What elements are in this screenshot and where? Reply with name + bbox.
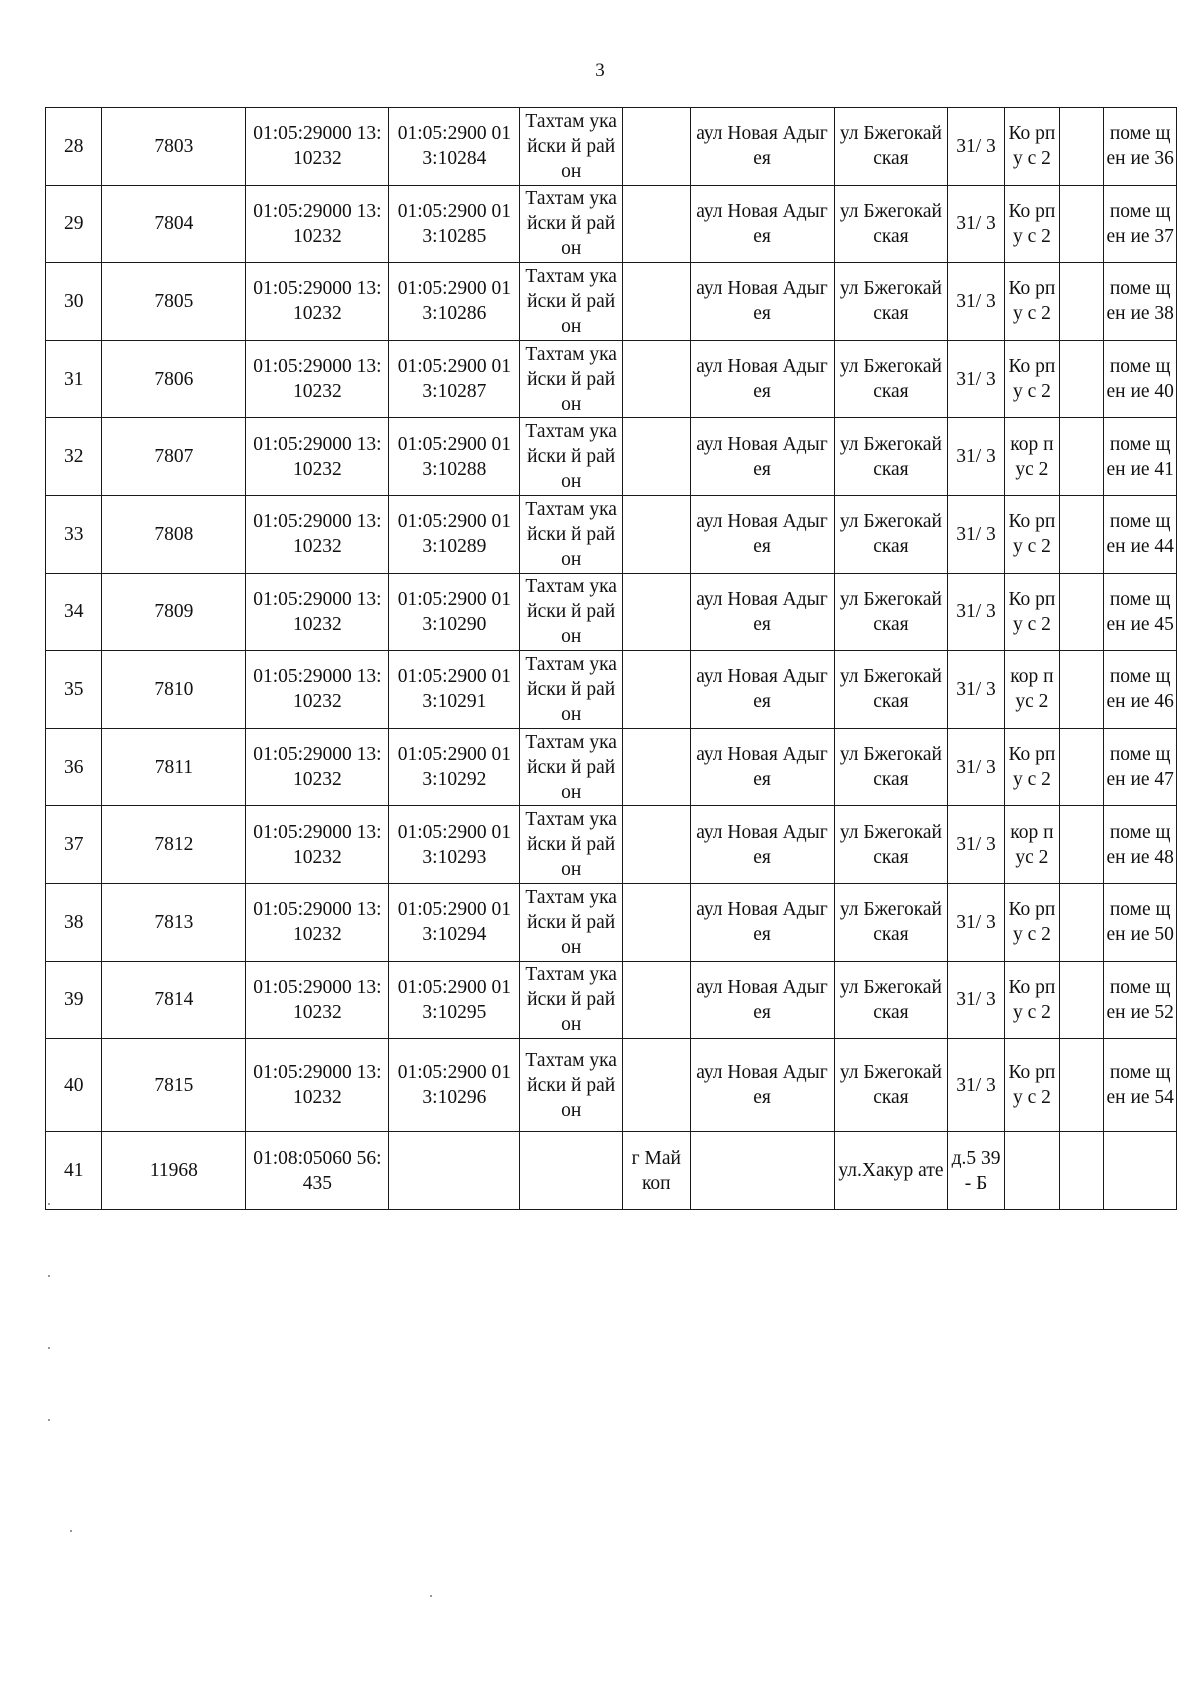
record-id-cell: 7804 — [102, 185, 246, 263]
cadastral-number-cell: 01:05:2900 013:10287 — [389, 340, 520, 418]
district-cell: Тахтам укайски й район — [520, 263, 623, 341]
flat-cell — [1060, 651, 1104, 729]
parcel-number-cell: 01:05:29000 13:10232 — [246, 185, 389, 263]
scan-speck — [48, 1419, 50, 1421]
cadastral-number-cell: 01:05:2900 013:10295 — [389, 961, 520, 1039]
locality-cell: аул Новая Адыгея — [690, 883, 834, 961]
parcel-number-cell: 01:05:29000 13:10232 — [246, 728, 389, 806]
house-cell: 31/ 3 — [948, 883, 1004, 961]
table-row — [46, 883, 1177, 961]
scan-speck — [48, 1347, 50, 1349]
table-row — [46, 728, 1177, 806]
cadastral-number-cell: 01:05:2900 013:10291 — [389, 651, 520, 729]
table-row — [46, 418, 1177, 496]
record-id-cell: 7808 — [102, 495, 246, 573]
record-id-cell: 7806 — [102, 340, 246, 418]
table-row — [46, 651, 1177, 729]
room-cell: поме щен ие 37 — [1104, 185, 1177, 263]
locality-cell: аул Новая Адыгея — [690, 185, 834, 263]
cadastral-number-cell: 01:05:2900 013:10288 — [389, 418, 520, 496]
record-id-cell: 7803 — [102, 108, 246, 186]
building-cell: кор пус 2 — [1004, 418, 1059, 496]
city-cell — [623, 728, 690, 806]
parcel-number-cell: 01:05:29000 13:10232 — [246, 495, 389, 573]
locality-cell: аул Новая Адыгея — [690, 573, 834, 651]
flat-cell — [1060, 418, 1104, 496]
room-cell: поме щен ие 45 — [1104, 573, 1177, 651]
city-cell — [623, 651, 690, 729]
flat-cell — [1060, 185, 1104, 263]
cadastral-number-cell: 01:05:2900 013:10292 — [389, 728, 520, 806]
record-id-cell: 7810 — [102, 651, 246, 729]
house-cell: 31/ 3 — [948, 495, 1004, 573]
district-cell: Тахтам укайски й район — [520, 108, 623, 186]
locality-cell: аул Новая Адыгея — [690, 495, 834, 573]
building-cell: Ко рпу с 2 — [1004, 883, 1059, 961]
street-cell: ул Бжегокай ская — [834, 883, 948, 961]
parcel-number-cell: 01:05:29000 13:10232 — [246, 263, 389, 341]
locality-cell: аул Новая Адыгея — [690, 1039, 834, 1132]
district-cell: Тахтам укайски й район — [520, 185, 623, 263]
district-cell: Тахтам укайски й район — [520, 651, 623, 729]
room-cell: поме щен ие 50 — [1104, 883, 1177, 961]
table-row — [46, 961, 1177, 1039]
flat-cell — [1060, 1132, 1104, 1210]
flat-cell — [1060, 340, 1104, 418]
locality-cell: аул Новая Адыгея — [690, 961, 834, 1039]
house-cell: 31/ 3 — [948, 573, 1004, 651]
building-cell: Ко рпу с 2 — [1004, 185, 1059, 263]
street-cell: ул Бжегокай ская — [834, 185, 948, 263]
parcel-number-cell: 01:05:29000 13:10232 — [246, 108, 389, 186]
row-number-cell: 41 — [46, 1132, 102, 1210]
table-row — [46, 108, 1177, 186]
street-cell: ул.Хакур ате — [834, 1132, 948, 1210]
house-cell: д.5 39- Б — [948, 1132, 1004, 1210]
row-number-cell: 35 — [46, 651, 102, 729]
room-cell: поме щен ие 44 — [1104, 495, 1177, 573]
building-cell: Ко рпу с 2 — [1004, 1039, 1059, 1132]
cadastral-number-cell: 01:05:2900 013:10284 — [389, 108, 520, 186]
locality-cell — [690, 1132, 834, 1210]
city-cell — [623, 883, 690, 961]
table-row — [46, 263, 1177, 341]
street-cell: ул Бжегокай ская — [834, 806, 948, 884]
row-number-cell: 32 — [46, 418, 102, 496]
house-cell: 31/ 3 — [948, 961, 1004, 1039]
row-number-cell: 36 — [46, 728, 102, 806]
room-cell: поме щен ие 41 — [1104, 418, 1177, 496]
house-cell: 31/ 3 — [948, 1039, 1004, 1132]
row-number-cell: 40 — [46, 1039, 102, 1132]
street-cell: ул Бжегокай ская — [834, 495, 948, 573]
cadastral-number-cell: 01:05:2900 013:10286 — [389, 263, 520, 341]
cadastral-number-cell — [389, 1132, 520, 1210]
parcel-number-cell: 01:05:29000 13:10232 — [246, 806, 389, 884]
locality-cell: аул Новая Адыгея — [690, 263, 834, 341]
street-cell: ул Бжегокай ская — [834, 573, 948, 651]
street-cell: ул Бжегокай ская — [834, 728, 948, 806]
cadastral-number-cell: 01:05:2900 013:10285 — [389, 185, 520, 263]
row-number-cell: 39 — [46, 961, 102, 1039]
building-cell: Ко рпу с 2 — [1004, 108, 1059, 186]
record-id-cell: 7811 — [102, 728, 246, 806]
table-row — [46, 1039, 1177, 1132]
city-cell — [623, 418, 690, 496]
row-number-cell: 30 — [46, 263, 102, 341]
scan-speck — [70, 1530, 72, 1532]
property-table — [45, 107, 1177, 1210]
street-cell: ул Бжегокай ская — [834, 340, 948, 418]
parcel-number-cell: 01:05:29000 13:10232 — [246, 340, 389, 418]
room-cell: поме щен ие 54 — [1104, 1039, 1177, 1132]
house-cell: 31/ 3 — [948, 651, 1004, 729]
city-cell: г Май коп — [623, 1132, 690, 1210]
table-row — [46, 495, 1177, 573]
row-number-cell: 33 — [46, 495, 102, 573]
city-cell — [623, 961, 690, 1039]
locality-cell: аул Новая Адыгея — [690, 108, 834, 186]
record-id-cell: 11968 — [102, 1132, 246, 1210]
record-id-cell: 7809 — [102, 573, 246, 651]
district-cell: Тахтам укайски й район — [520, 573, 623, 651]
parcel-number-cell: 01:05:29000 13:10232 — [246, 573, 389, 651]
building-cell: кор пус 2 — [1004, 806, 1059, 884]
scan-speck — [48, 1275, 50, 1277]
flat-cell — [1060, 495, 1104, 573]
street-cell: ул Бжегокай ская — [834, 961, 948, 1039]
district-cell: Тахтам укайски й район — [520, 883, 623, 961]
city-cell — [623, 573, 690, 651]
scan-speck — [48, 1203, 50, 1205]
building-cell: кор пус 2 — [1004, 651, 1059, 729]
district-cell: Тахтам укайски й район — [520, 806, 623, 884]
room-cell: поме щен ие 52 — [1104, 961, 1177, 1039]
row-number-cell: 29 — [46, 185, 102, 263]
record-id-cell: 7813 — [102, 883, 246, 961]
building-cell: Ко рпу с 2 — [1004, 573, 1059, 651]
cadastral-number-cell: 01:05:2900 013:10289 — [389, 495, 520, 573]
flat-cell — [1060, 806, 1104, 884]
record-id-cell: 7805 — [102, 263, 246, 341]
table-row — [46, 185, 1177, 263]
cadastral-number-cell: 01:05:2900 013:10293 — [389, 806, 520, 884]
parcel-number-cell: 01:05:29000 13:10232 — [246, 961, 389, 1039]
city-cell — [623, 806, 690, 884]
record-id-cell: 7807 — [102, 418, 246, 496]
cadastral-number-cell: 01:05:2900 013:10296 — [389, 1039, 520, 1132]
room-cell — [1104, 1132, 1177, 1210]
district-cell: Тахтам укайски й район — [520, 495, 623, 573]
house-cell: 31/ 3 — [948, 806, 1004, 884]
locality-cell: аул Новая Адыгея — [690, 651, 834, 729]
building-cell: Ко рпу с 2 — [1004, 263, 1059, 341]
row-number-cell: 38 — [46, 883, 102, 961]
house-cell: 31/ 3 — [948, 108, 1004, 186]
cadastral-number-cell: 01:05:2900 013:10294 — [389, 883, 520, 961]
house-cell: 31/ 3 — [948, 418, 1004, 496]
building-cell: Ко рпу с 2 — [1004, 340, 1059, 418]
city-cell — [623, 495, 690, 573]
parcel-number-cell: 01:05:29000 13:10232 — [246, 1039, 389, 1132]
house-cell: 31/ 3 — [948, 728, 1004, 806]
district-cell: Тахтам укайски й район — [520, 418, 623, 496]
record-id-cell: 7812 — [102, 806, 246, 884]
room-cell: поме щен ие 48 — [1104, 806, 1177, 884]
table-row — [46, 806, 1177, 884]
room-cell: поме щен ие 47 — [1104, 728, 1177, 806]
house-cell: 31/ 3 — [948, 185, 1004, 263]
house-cell: 31/ 3 — [948, 340, 1004, 418]
table-row — [46, 573, 1177, 651]
record-id-cell: 7815 — [102, 1039, 246, 1132]
locality-cell: аул Новая Адыгея — [690, 806, 834, 884]
building-cell: Ко рпу с 2 — [1004, 961, 1059, 1039]
record-id-cell: 7814 — [102, 961, 246, 1039]
room-cell: поме щен ие 40 — [1104, 340, 1177, 418]
street-cell: ул Бжегокай ская — [834, 651, 948, 729]
locality-cell: аул Новая Адыгея — [690, 340, 834, 418]
house-cell: 31/ 3 — [948, 263, 1004, 341]
district-cell: Тахтам укайски й район — [520, 1039, 623, 1132]
city-cell — [623, 340, 690, 418]
room-cell: поме щен ие 46 — [1104, 651, 1177, 729]
city-cell — [623, 263, 690, 341]
row-number-cell: 31 — [46, 340, 102, 418]
city-cell — [623, 1039, 690, 1132]
city-cell — [623, 108, 690, 186]
flat-cell — [1060, 573, 1104, 651]
row-number-cell: 28 — [46, 108, 102, 186]
parcel-number-cell: 01:05:29000 13:10232 — [246, 651, 389, 729]
locality-cell: аул Новая Адыгея — [690, 728, 834, 806]
room-cell: поме щен ие 36 — [1104, 108, 1177, 186]
flat-cell — [1060, 263, 1104, 341]
street-cell: ул Бжегокай ская — [834, 263, 948, 341]
locality-cell: аул Новая Адыгея — [690, 418, 834, 496]
flat-cell — [1060, 961, 1104, 1039]
cadastral-number-cell: 01:05:2900 013:10290 — [389, 573, 520, 651]
table-row — [46, 1132, 1177, 1210]
row-number-cell: 37 — [46, 806, 102, 884]
table-row — [46, 340, 1177, 418]
table-body — [46, 108, 1177, 1210]
street-cell: ул Бжегокай ская — [834, 108, 948, 186]
flat-cell — [1060, 883, 1104, 961]
district-cell: Тахтам укайски й район — [520, 340, 623, 418]
street-cell: ул Бжегокай ская — [834, 1039, 948, 1132]
flat-cell — [1060, 1039, 1104, 1132]
flat-cell — [1060, 728, 1104, 806]
scan-speck — [430, 1595, 432, 1597]
parcel-number-cell: 01:05:29000 13:10232 — [246, 883, 389, 961]
district-cell: Тахтам укайски й район — [520, 961, 623, 1039]
district-cell — [520, 1132, 623, 1210]
building-cell: Ко рпу с 2 — [1004, 495, 1059, 573]
parcel-number-cell: 01:08:05060 56:435 — [246, 1132, 389, 1210]
page-number: 3 — [595, 60, 605, 81]
building-cell — [1004, 1132, 1059, 1210]
flat-cell — [1060, 108, 1104, 186]
city-cell — [623, 185, 690, 263]
street-cell: ул Бжегокай ская — [834, 418, 948, 496]
parcel-number-cell: 01:05:29000 13:10232 — [246, 418, 389, 496]
district-cell: Тахтам укайски й район — [520, 728, 623, 806]
building-cell: Ко рпу с 2 — [1004, 728, 1059, 806]
room-cell: поме щен ие 38 — [1104, 263, 1177, 341]
row-number-cell: 34 — [46, 573, 102, 651]
